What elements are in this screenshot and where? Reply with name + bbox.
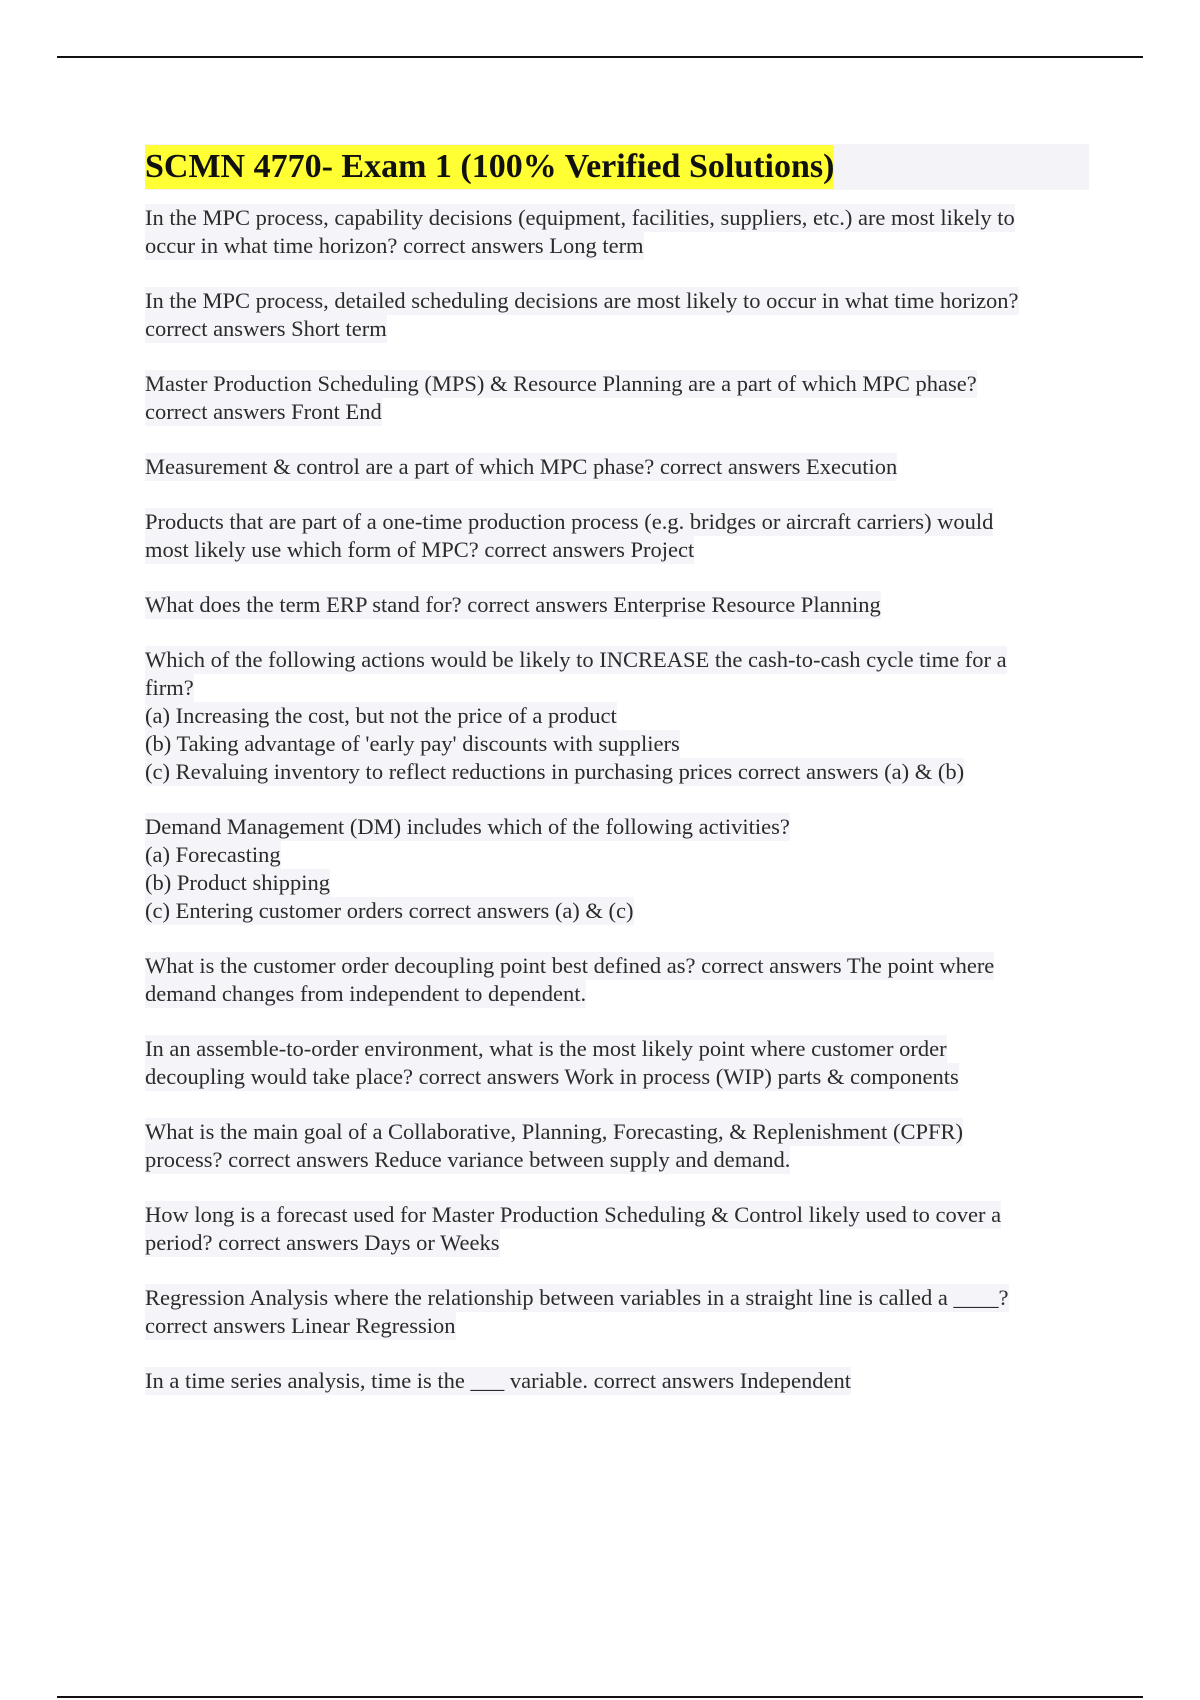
- qa-line: What is the customer order decoupling point best defined as? correct answers The point where: [145, 953, 995, 978]
- qa-line: correct answers Front End: [145, 399, 382, 424]
- qa-item: [145, 591, 1089, 619]
- qa-line: (b) Taking advantage of 'early pay' discounts with suppliers: [145, 731, 680, 756]
- qa-item: [145, 1284, 1089, 1340]
- qa-item: [145, 1367, 1089, 1395]
- qa-line: (a) Increasing the cost, but not the price of a product: [145, 703, 617, 728]
- qa-line: In the MPC process, detailed scheduling decisions are most likely to occur in what time horizon?: [145, 288, 1019, 313]
- qa-line: Regression Analysis where the relationship between variables in a straight line is called a ____?: [145, 1285, 1009, 1310]
- qa-line: What does the term ERP stand for? correct answers Enterprise Resource Planning: [145, 592, 881, 617]
- qa-line: (b) Product shipping: [145, 870, 330, 895]
- qa-line: Demand Management (DM) includes which of the following activities?: [145, 814, 790, 839]
- qa-item: [145, 952, 1089, 1008]
- document-body: [145, 144, 1089, 1422]
- qa-line: In the MPC process, capability decisions (equipment, facilities, suppliers, etc.) are most likely to: [145, 205, 1015, 230]
- qa-line: In a time series analysis, time is the ___ variable. correct answers Independent: [145, 1368, 852, 1393]
- qa-line: process? correct answers Reduce variance between supply and demand.: [145, 1147, 791, 1172]
- qa-item: [145, 204, 1089, 260]
- qa-item: [145, 453, 1089, 481]
- qa-line: (a) Forecasting: [145, 842, 281, 867]
- qa-line: Measurement & control are a part of which MPC phase? correct answers Execution: [145, 454, 898, 479]
- qa-list: [145, 204, 1089, 1395]
- qa-item: [145, 1201, 1089, 1257]
- qa-line: What is the main goal of a Collaborative, Planning, Forecasting, & Replenishment (CPFR): [145, 1119, 963, 1144]
- qa-line: occur in what time horizon? correct answers Long term: [145, 233, 644, 258]
- qa-item: [145, 1118, 1089, 1174]
- top-rule: [57, 56, 1143, 58]
- bottom-rule: [57, 1696, 1143, 1698]
- qa-line: correct answers Linear Regression: [145, 1313, 456, 1338]
- qa-line: Which of the following actions would be likely to INCREASE the cash-to-cash cycle time for a: [145, 647, 1007, 672]
- qa-line: Master Production Scheduling (MPS) & Resource Planning are a part of which MPC phase?: [145, 371, 977, 396]
- qa-line: period? correct answers Days or Weeks: [145, 1230, 500, 1255]
- document-title: SCMN 4770- Exam 1 (100% Verified Solutions): [145, 145, 834, 189]
- qa-line: How long is a forecast used for Master Production Scheduling & Control likely used to cover a: [145, 1202, 1002, 1227]
- qa-line: most likely use which form of MPC? correct answers Project: [145, 537, 695, 562]
- qa-line: (c) Revaluing inventory to reflect reductions in purchasing prices correct answers (a) & (b): [145, 759, 965, 784]
- qa-line: Products that are part of a one-time production process (e.g. bridges or aircraft carriers) would: [145, 509, 994, 534]
- qa-item: [145, 813, 1089, 925]
- qa-line: demand changes from independent to dependent.: [145, 981, 587, 1006]
- qa-item: [145, 508, 1089, 564]
- qa-item: [145, 646, 1089, 786]
- qa-line: correct answers Short term: [145, 316, 387, 341]
- qa-item: [145, 1035, 1089, 1091]
- title-bar: [145, 144, 1089, 190]
- qa-line: decoupling would take place? correct answers Work in process (WIP) parts & components: [145, 1064, 959, 1089]
- qa-line: (c) Entering customer orders correct answers (a) & (c): [145, 898, 634, 923]
- qa-item: [145, 287, 1089, 343]
- qa-item: [145, 370, 1089, 426]
- qa-line: firm?: [145, 675, 194, 700]
- qa-line: In an assemble-to-order environment, what is the most likely point where customer order: [145, 1036, 947, 1061]
